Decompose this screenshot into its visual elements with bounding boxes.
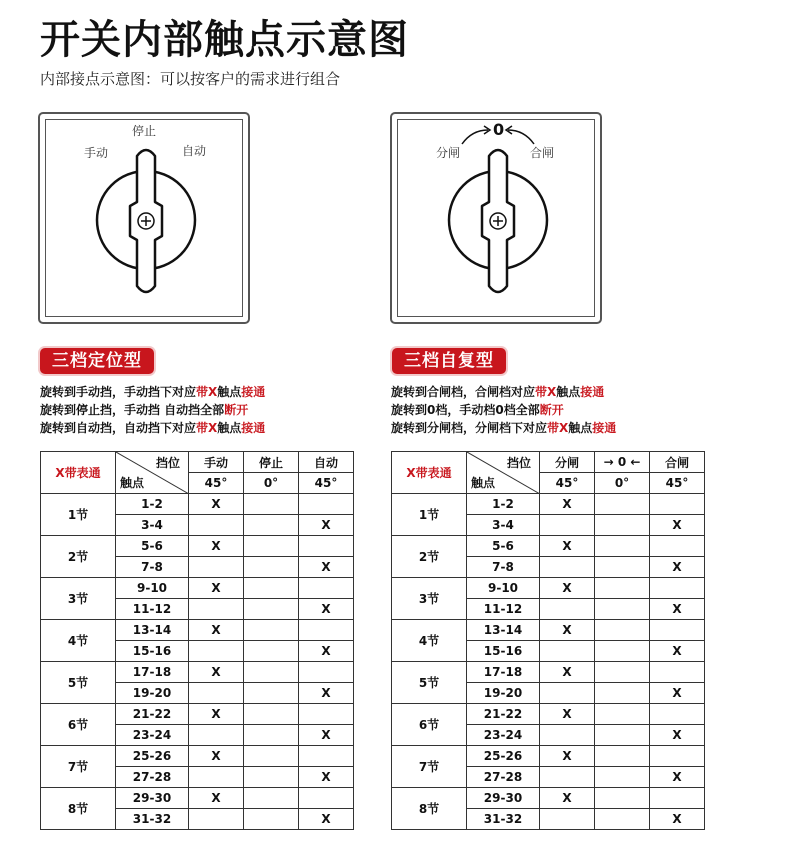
right-dial-panel: [390, 112, 602, 324]
contact-mark-1: X: [540, 536, 595, 557]
left-description: [40, 383, 265, 437]
arrow-to-zero-left-icon: [462, 130, 488, 144]
page-title: 开关内部触点示意图: [40, 17, 409, 63]
diag-top-label: 挡位: [506, 456, 531, 470]
contact-mark-3: X: [299, 767, 354, 788]
contact-pair: 1-2: [116, 494, 189, 515]
contact-mark-2: [244, 515, 299, 536]
contact-mark-1: X: [189, 620, 244, 641]
section-label: 2节: [392, 536, 467, 578]
contact-mark-2: [244, 536, 299, 557]
desc-line: 旋转到停止挡，手动挡 自动挡全部断开: [40, 403, 249, 417]
angle-header-2: 0°: [595, 473, 650, 494]
contact-mark-2: [244, 494, 299, 515]
contact-pair: 11-12: [116, 599, 189, 620]
table-corner-label: X带表通: [41, 452, 116, 494]
left-label-manual: 手动: [84, 146, 109, 160]
contact-pair: 19-20: [467, 683, 540, 704]
contact-mark-1: X: [189, 578, 244, 599]
contact-mark-2: [595, 641, 650, 662]
right-description: [391, 383, 616, 437]
contact-mark-3: X: [299, 641, 354, 662]
desc-line: 旋转到分闸档，分闸档下对应带X触点接通: [391, 421, 617, 435]
contact-mark-1: X: [189, 788, 244, 809]
table-row: [41, 536, 354, 557]
table-row: [392, 662, 705, 683]
arrow-left-icon: ←: [626, 455, 641, 469]
right-type-badge: 三档自复型: [392, 348, 506, 374]
angle-header-1: 45°: [189, 473, 244, 494]
contact-pair: 27-28: [116, 767, 189, 788]
contact-mark-1: X: [540, 788, 595, 809]
contact-mark-2: [244, 704, 299, 725]
contact-mark-1: [189, 557, 244, 578]
contact-mark-3: [650, 662, 705, 683]
right-label-zero: 0: [493, 120, 505, 139]
table-row: [392, 788, 705, 809]
contact-mark-3: X: [650, 683, 705, 704]
contact-mark-2: [595, 683, 650, 704]
section-label: 3节: [41, 578, 116, 620]
table-row: [392, 494, 705, 515]
right-label-open: 分闸: [436, 146, 461, 160]
contact-pair: 19-20: [116, 683, 189, 704]
contact-mark-2: [595, 788, 650, 809]
desc-line: 旋转到0档，手动档0档全部断开: [391, 403, 564, 417]
contact-mark-2: [595, 809, 650, 830]
section-label: 8节: [41, 788, 116, 830]
angle-header-1: 45°: [540, 473, 595, 494]
table-row: [41, 788, 354, 809]
contact-mark-3: X: [650, 515, 705, 536]
right-label-close: 合闸: [530, 146, 555, 160]
contact-pair: 17-18: [116, 662, 189, 683]
desc-line: 旋转到合闸档，合闸档对应带X触点接通: [391, 385, 605, 399]
contact-mark-3: [650, 494, 705, 515]
contact-mark-3: X: [650, 641, 705, 662]
contact-mark-2: [595, 662, 650, 683]
contact-mark-3: [299, 746, 354, 767]
contact-pair: 15-16: [116, 641, 189, 662]
position-header-3: 合闸: [650, 452, 705, 473]
contact-mark-3: X: [650, 767, 705, 788]
section-label: 1节: [392, 494, 467, 536]
left-dial-panel: [38, 112, 250, 324]
section-label: 5节: [41, 662, 116, 704]
contact-mark-1: [540, 557, 595, 578]
contact-pair: 3-4: [116, 515, 189, 536]
contact-pair: 7-8: [116, 557, 189, 578]
contact-pair: 13-14: [116, 620, 189, 641]
contact-mark-2: [595, 746, 650, 767]
angle-header-3: 45°: [299, 473, 354, 494]
contact-mark-3: [299, 788, 354, 809]
contact-mark-2: [244, 578, 299, 599]
contact-mark-2: [595, 578, 650, 599]
contact-pair: 23-24: [467, 725, 540, 746]
contact-pair: 17-18: [467, 662, 540, 683]
contact-mark-2: [595, 515, 650, 536]
contact-mark-3: X: [650, 725, 705, 746]
contact-mark-1: [189, 641, 244, 662]
contact-mark-2: [244, 746, 299, 767]
contact-mark-3: X: [299, 599, 354, 620]
contact-pair: 21-22: [467, 704, 540, 725]
contact-mark-2: [244, 599, 299, 620]
contact-mark-2: [595, 704, 650, 725]
angle-header-2: 0°: [244, 473, 299, 494]
contact-mark-2: [595, 620, 650, 641]
contact-mark-1: X: [540, 620, 595, 641]
contact-mark-1: [540, 599, 595, 620]
table-row: [41, 746, 354, 767]
table-row: [392, 746, 705, 767]
table-row: [41, 620, 354, 641]
contact-mark-2: [244, 662, 299, 683]
position-label: 0: [617, 455, 627, 469]
contact-mark-1: [189, 515, 244, 536]
contact-mark-2: [244, 788, 299, 809]
section-label: 3节: [392, 578, 467, 620]
contact-mark-2: [595, 557, 650, 578]
contact-mark-1: X: [540, 578, 595, 599]
contact-mark-1: [540, 515, 595, 536]
section-label: 6节: [41, 704, 116, 746]
contact-mark-2: [244, 725, 299, 746]
contact-mark-1: [540, 809, 595, 830]
table-corner-label: X带表通: [392, 452, 467, 494]
table-row: [41, 662, 354, 683]
left-contact-table: [40, 451, 354, 830]
contact-mark-3: [299, 704, 354, 725]
contact-mark-1: [189, 809, 244, 830]
contact-mark-3: [650, 578, 705, 599]
contact-pair: 9-10: [467, 578, 540, 599]
contact-mark-2: [244, 641, 299, 662]
contact-mark-2: [595, 536, 650, 557]
contact-mark-1: X: [189, 746, 244, 767]
left-label-auto: 自动: [182, 144, 207, 158]
contact-mark-3: X: [650, 809, 705, 830]
section-label: 5节: [392, 662, 467, 704]
contact-mark-2: [595, 599, 650, 620]
position-header-3: 自动: [299, 452, 354, 473]
position-header-1: 分闸: [540, 452, 595, 473]
page-subtitle: 内部接点示意图：可以按客户的需求进行组合: [40, 70, 341, 88]
table-row: [41, 704, 354, 725]
section-label: 4节: [41, 620, 116, 662]
contact-mark-2: [595, 767, 650, 788]
table-row: [41, 494, 354, 515]
arrow-to-zero-right-icon: [508, 130, 534, 144]
contact-mark-1: X: [540, 662, 595, 683]
contact-mark-1: X: [189, 536, 244, 557]
left-type-badge: 三档定位型: [40, 348, 154, 374]
contact-mark-3: [299, 662, 354, 683]
contact-pair: 31-32: [467, 809, 540, 830]
contact-mark-3: [650, 704, 705, 725]
section-label: 2节: [41, 536, 116, 578]
contact-mark-3: X: [650, 557, 705, 578]
contact-mark-3: X: [299, 515, 354, 536]
desc-line: 旋转到手动挡，手动挡下对应带X触点接通: [40, 385, 266, 399]
contact-mark-1: [540, 725, 595, 746]
table-row: [392, 536, 705, 557]
left-dial-drawing: [40, 114, 248, 322]
contact-mark-3: X: [650, 599, 705, 620]
section-label: 7节: [41, 746, 116, 788]
contact-pair: 11-12: [467, 599, 540, 620]
contact-pair: 1-2: [467, 494, 540, 515]
contact-pair: 5-6: [467, 536, 540, 557]
contact-pair: 15-16: [467, 641, 540, 662]
contact-pair: 29-30: [116, 788, 189, 809]
contact-mark-1: [540, 767, 595, 788]
contact-mark-3: X: [299, 725, 354, 746]
position-header-2: [595, 452, 650, 473]
contact-mark-1: [189, 767, 244, 788]
contact-mark-3: [299, 620, 354, 641]
contact-pair: 29-30: [467, 788, 540, 809]
contact-mark-1: X: [540, 746, 595, 767]
arrow-right-icon: →: [603, 455, 618, 469]
contact-pair: 27-28: [467, 767, 540, 788]
contact-mark-3: [299, 536, 354, 557]
contact-mark-3: [650, 536, 705, 557]
contact-pair: 23-24: [116, 725, 189, 746]
diag-top-label: 挡位: [155, 456, 180, 470]
table-diagonal-header: [467, 452, 540, 494]
contact-pair: 9-10: [116, 578, 189, 599]
contact-mark-1: X: [189, 494, 244, 515]
contact-pair: 25-26: [116, 746, 189, 767]
contact-mark-1: [189, 683, 244, 704]
contact-mark-2: [244, 767, 299, 788]
table-row: [392, 704, 705, 725]
diag-bottom-label: 触点: [471, 476, 496, 490]
position-header-1: 手动: [189, 452, 244, 473]
contact-mark-3: [299, 578, 354, 599]
section-label: 6节: [392, 704, 467, 746]
contact-mark-1: X: [189, 704, 244, 725]
contact-mark-1: X: [540, 494, 595, 515]
section-label: 7节: [392, 746, 467, 788]
contact-mark-3: X: [299, 809, 354, 830]
desc-line: 旋转到自动挡，自动挡下对应带X触点接通: [40, 421, 266, 435]
contact-pair: 21-22: [116, 704, 189, 725]
diag-bottom-label: 触点: [120, 476, 145, 490]
contact-mark-2: [244, 557, 299, 578]
section-label: 1节: [41, 494, 116, 536]
contact-mark-1: [540, 641, 595, 662]
table-row: [392, 620, 705, 641]
position-header-2: 停止: [244, 452, 299, 473]
contact-mark-1: [189, 599, 244, 620]
contact-mark-2: [244, 620, 299, 641]
contact-mark-1: X: [540, 704, 595, 725]
contact-mark-1: [189, 725, 244, 746]
contact-mark-3: [650, 746, 705, 767]
contact-mark-2: [595, 725, 650, 746]
contact-pair: 3-4: [467, 515, 540, 536]
left-label-stop: 停止: [132, 124, 157, 138]
contact-mark-3: X: [299, 683, 354, 704]
table-diagonal-header: [116, 452, 189, 494]
contact-mark-2: [595, 494, 650, 515]
right-contact-table: [391, 451, 705, 830]
contact-mark-1: [540, 683, 595, 704]
contact-mark-3: [650, 788, 705, 809]
contact-mark-3: [299, 494, 354, 515]
contact-mark-2: [244, 809, 299, 830]
contact-pair: 7-8: [467, 557, 540, 578]
contact-mark-2: [244, 683, 299, 704]
right-dial-drawing: [392, 114, 600, 322]
contact-pair: 25-26: [467, 746, 540, 767]
angle-header-3: 45°: [650, 473, 705, 494]
table-row: [392, 578, 705, 599]
contact-mark-3: X: [299, 557, 354, 578]
contact-mark-3: [650, 620, 705, 641]
contact-pair: 31-32: [116, 809, 189, 830]
section-label: 8节: [392, 788, 467, 830]
contact-mark-1: X: [189, 662, 244, 683]
contact-pair: 5-6: [116, 536, 189, 557]
contact-pair: 13-14: [467, 620, 540, 641]
section-label: 4节: [392, 620, 467, 662]
table-row: [41, 578, 354, 599]
